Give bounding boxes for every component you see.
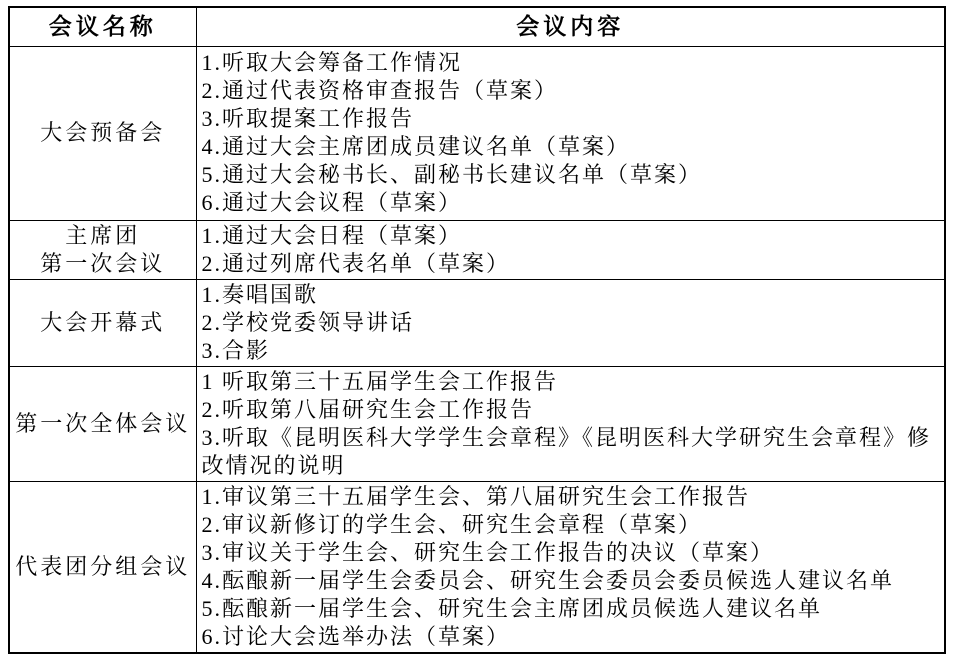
- meeting-content-cell: [196, 279, 945, 366]
- content-line: 2.通过列席代表名单（草案）: [201, 250, 511, 276]
- meeting-name-cell: [9, 366, 196, 481]
- content-line: 1.听取大会筹备工作情况: [201, 50, 463, 75]
- meeting-name-cell: [9, 46, 196, 220]
- meeting-name-cell: [9, 279, 196, 366]
- meeting-name-cell: [9, 220, 196, 279]
- meeting-name-cell: [9, 481, 196, 653]
- header-meeting-content: 会议内容: [196, 7, 945, 46]
- meeting-name-line: 主席团: [65, 222, 141, 248]
- table-header-row: [9, 7, 945, 46]
- meeting-agenda-table: [8, 6, 946, 654]
- table-row-delegation-group-meeting: [9, 481, 945, 653]
- content-line: 5.通过大会秘书长、副秘书长建议名单（草案）: [201, 162, 703, 187]
- meeting-name-line: 第一次会议: [40, 250, 166, 276]
- header-meeting-name: 会议名称: [9, 7, 196, 46]
- content-line: 6.通过大会议程（草案）: [201, 190, 463, 215]
- content-line: 2.学校党委领导讲话: [201, 309, 415, 335]
- meeting-content-cell: [196, 366, 945, 481]
- meeting-name-line: 代表团分组会议: [15, 553, 191, 579]
- content-line: 6.讨论大会选举办法（草案）: [201, 623, 511, 649]
- content-line: 3.审议关于学生会、研究生会工作报告的决议（草案）: [201, 539, 775, 565]
- table-row-first-plenary-session: [9, 366, 945, 481]
- meeting-content-cell: [196, 46, 945, 220]
- content-line: 4.通过大会主席团成员建议名单（草案）: [201, 134, 631, 159]
- meeting-name-line: 大会预备会: [40, 120, 166, 145]
- content-line: 1.奏唱国歌: [201, 281, 319, 307]
- content-line: 1.通过大会日程（草案）: [201, 222, 463, 248]
- table-row-preparatory-meeting: [9, 46, 945, 220]
- content-line: 2.审议新修订的学生会、研究生会章程（草案）: [201, 511, 703, 537]
- content-line: 4.酝酿新一届学生会委员会、研究生会委员会委员候选人建议名单: [201, 567, 895, 593]
- meeting-content-cell: [196, 220, 945, 279]
- content-line: 3.听取提案工作报告: [201, 106, 415, 131]
- content-line: 5.酝酿新一届学生会、研究生会主席团成员候选人建议名单: [201, 595, 823, 621]
- meeting-name-line: 第一次全体会议: [15, 410, 191, 436]
- table-row-opening-ceremony: [9, 279, 945, 366]
- content-line: 3.合影: [201, 337, 271, 363]
- content-line: 3.听取《昆明医科大学学生会章程》《昆明医科大学研究生会章程》修改情况的说明: [201, 424, 932, 478]
- content-line: 1 听取第三十五届学生会工作报告: [201, 368, 559, 394]
- table-row-presidium-first-meeting: [9, 220, 945, 279]
- content-line: 2.听取第八届研究生会工作报告: [201, 396, 535, 422]
- meeting-name-line: 大会开幕式: [40, 309, 166, 335]
- content-line: 2.通过代表资格审查报告（草案）: [201, 78, 559, 103]
- meeting-content-cell: [196, 481, 945, 653]
- content-line: 1.审议第三十五届学生会、第八届研究生会工作报告: [201, 483, 751, 509]
